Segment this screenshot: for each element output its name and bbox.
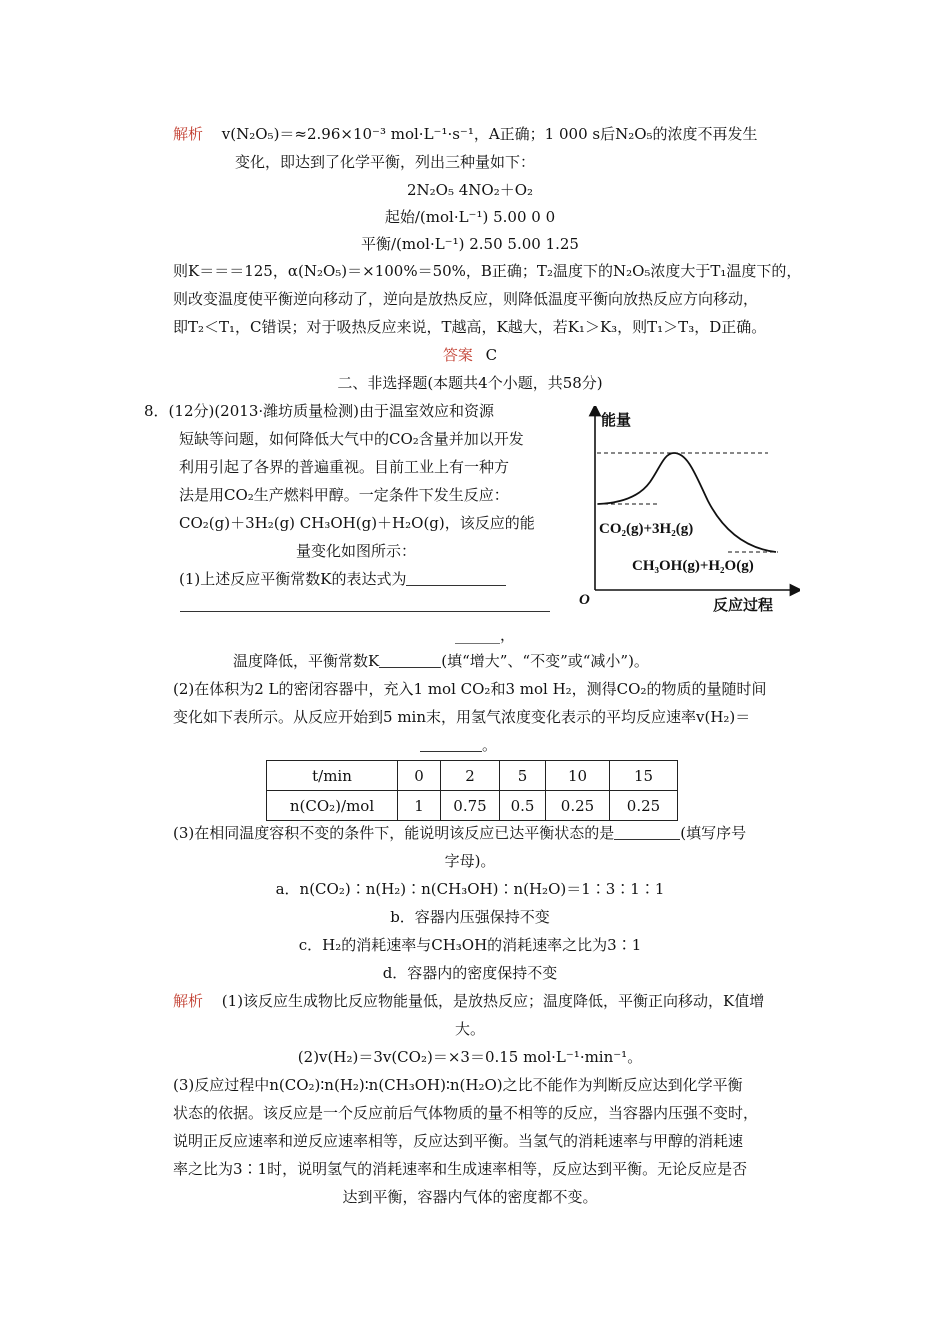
table-row <box>267 791 678 821</box>
option-b: b．容器内压强保持不变 <box>390 908 550 926</box>
answer-line <box>240 345 700 365</box>
question-3-text: 字母)。 <box>444 852 496 870</box>
analysis-text: 则K＝＝＝125，α(N₂O₅)＝×100%＝50%，B正确；T₂温度下的N₂O₅浓度大于T₁温度下的， <box>173 262 802 280</box>
question-1-line <box>179 569 506 589</box>
analysis-text: (1)该反应生成物比反应物能量低，是放热反应；温度降低，平衡正向移动，K值增 <box>221 992 765 1010</box>
question-text: 法是用CO₂生产燃料甲醇。一定条件下发生反应： <box>179 486 509 504</box>
table-header: n(CO₂)/mol <box>267 791 398 821</box>
question-text: 短缺等问题，如何降低大气中的CO₂含量并加以开发 <box>179 430 524 448</box>
analysis-text: v(N₂O₅)＝≈2.96×10⁻³ mol·L⁻¹·s⁻¹，A正确；1 000 s后N₂O₅的浓度不再发生 <box>221 125 758 143</box>
table-cell: 0.25 <box>610 791 678 821</box>
question-1-temp-text: 温度降低，平衡常数K <box>233 652 380 670</box>
analysis-2-first-line <box>173 991 764 1011</box>
table-cell: 0 <box>398 761 441 791</box>
table-cell: 0.75 <box>441 791 500 821</box>
analysis-text: 变化，即达到了化学平衡，列出三种量如下： <box>235 153 536 171</box>
question-3-hint: (填写序号 <box>680 824 747 842</box>
x-axis-label: 反应过程 <box>713 597 774 614</box>
reaction-equation: CO₂(g)＋3H₂(g) CH₃OH(g)＋H₂O(g)，该反应的能 <box>179 514 535 532</box>
analysis-text: 即T₂＜T₁，C错误；对于吸热反应来说，T越高，K越大，若K₁＞K₃，则T₁＞T₃，D正确。 <box>173 318 767 336</box>
y-axis-label: 能量 <box>601 412 632 429</box>
option-c: c．H₂的消耗速率与CH₃OH的消耗速率之比为3∶1 <box>298 936 642 954</box>
question-1-text: (1)上述反应平衡常数K的表达式为 <box>179 570 407 588</box>
analysis-text: 状态的依据。该反应是一个反应前后气体物质的量不相等的反应，当容器内压强不变时， <box>173 1104 759 1122</box>
answer-label: 答案 <box>442 346 473 364</box>
question-text: 量变化如图所示： <box>296 542 417 560</box>
table-cell: 15 <box>610 761 678 791</box>
equation-initial: 起始/(mol·L⁻¹) 5.00 0 0 <box>384 208 556 226</box>
answer-blank[interactable] <box>420 737 482 752</box>
question-3-line <box>173 823 746 843</box>
analysis-label: 解析 <box>173 125 204 143</box>
section-title: 二、非选择题(本题共4个小题，共58分) <box>337 374 603 392</box>
analysis-text: 达到平衡，容器内气体的密度都不变。 <box>342 1188 598 1206</box>
co2-data-table <box>266 760 678 821</box>
question-1-temp-line <box>233 651 649 671</box>
energy-diagram <box>578 406 800 618</box>
answer-blank-line[interactable] <box>180 611 550 612</box>
origin-label: O <box>579 592 590 608</box>
question-2-end: 。 <box>482 736 498 754</box>
reactants-label: CO₂(g)+3H₂(g) <box>599 521 694 537</box>
analysis-text: (3)反应过程中n(CO₂)∶n(H₂)∶n(CH₃OH)∶n(H₂O)之比不能作为判断反应达到化学平衡 <box>173 1076 743 1094</box>
analysis-text: (2)v(H₂)＝3v(CO₂)＝×3＝0.15 mol·L⁻¹·min⁻¹。 <box>297 1048 643 1066</box>
table-cell: 1 <box>398 791 441 821</box>
analysis-text: 则改变温度使平衡逆向移动了，逆向是放热反应，则降低温度平衡向放热反应方向移动， <box>173 290 759 308</box>
equation-equilibrium: 平衡/(mol·L⁻¹) 2.50 5.00 1.25 <box>361 235 579 253</box>
question-1-temp-hint: (填“增大”、“不变”或“减小”)。 <box>441 652 649 670</box>
answer-blank-end: ______， <box>455 626 516 644</box>
table-cell: 0.25 <box>546 791 610 821</box>
question-2-text: 变化如下表所示。从反应开始到5 min末，用氢气浓度变化表示的平均反应速率v(H₂)＝ <box>173 708 751 726</box>
answer-blank[interactable] <box>614 825 680 840</box>
answer-value: C <box>485 346 498 364</box>
question-2-text: (2)在体积为2 L的密闭容器中，充入1 mol CO₂和3 mol H₂，测得CO₂的物质的量随时间 <box>173 680 767 698</box>
analysis-text: 率之比为3∶1时，说明氢气的消耗速率和生成速率相等，反应达到平衡。无论反应是否 <box>173 1160 748 1178</box>
question-3-text: (3)在相同温度容积不变的条件下，能说明该反应已达平衡状态的是 <box>173 824 615 842</box>
table-cell: 2 <box>441 761 500 791</box>
analysis-1-first-line <box>173 124 758 144</box>
answer-blank[interactable] <box>379 653 441 668</box>
table-cell: 10 <box>546 761 610 791</box>
analysis-label: 解析 <box>173 992 204 1010</box>
question-text: 8．(12分)(2013·潍坊质量检测)由于温室效应和资源 <box>144 402 494 420</box>
answer-blank[interactable] <box>406 571 506 586</box>
table-cell: 0.5 <box>500 791 546 821</box>
option-d: d．容器内的密度保持不变 <box>382 964 558 982</box>
analysis-text: 说明正反应速率和逆反应速率相等，反应达到平衡。当氢气的消耗速率与甲醇的消耗速 <box>173 1132 744 1150</box>
question-2-blank-line <box>420 735 497 755</box>
question-text: 利用引起了各界的普遍重视。目前工业上有一种方 <box>179 458 510 476</box>
analysis-text: 大。 <box>454 1020 485 1038</box>
table-row <box>267 761 678 791</box>
option-a: a．n(CO₂)∶n(H₂)∶n(CH₃OH)∶n(H₂O)＝1∶3∶1∶1 <box>275 880 665 898</box>
equation-header: 2N₂O₅ 4NO₂＋O₂ <box>406 181 534 199</box>
table-header: t/min <box>267 761 398 791</box>
products-label: CH₃OH(g)+H₂O(g) <box>632 558 754 574</box>
table-cell: 5 <box>500 761 546 791</box>
energy-curve <box>598 453 776 552</box>
